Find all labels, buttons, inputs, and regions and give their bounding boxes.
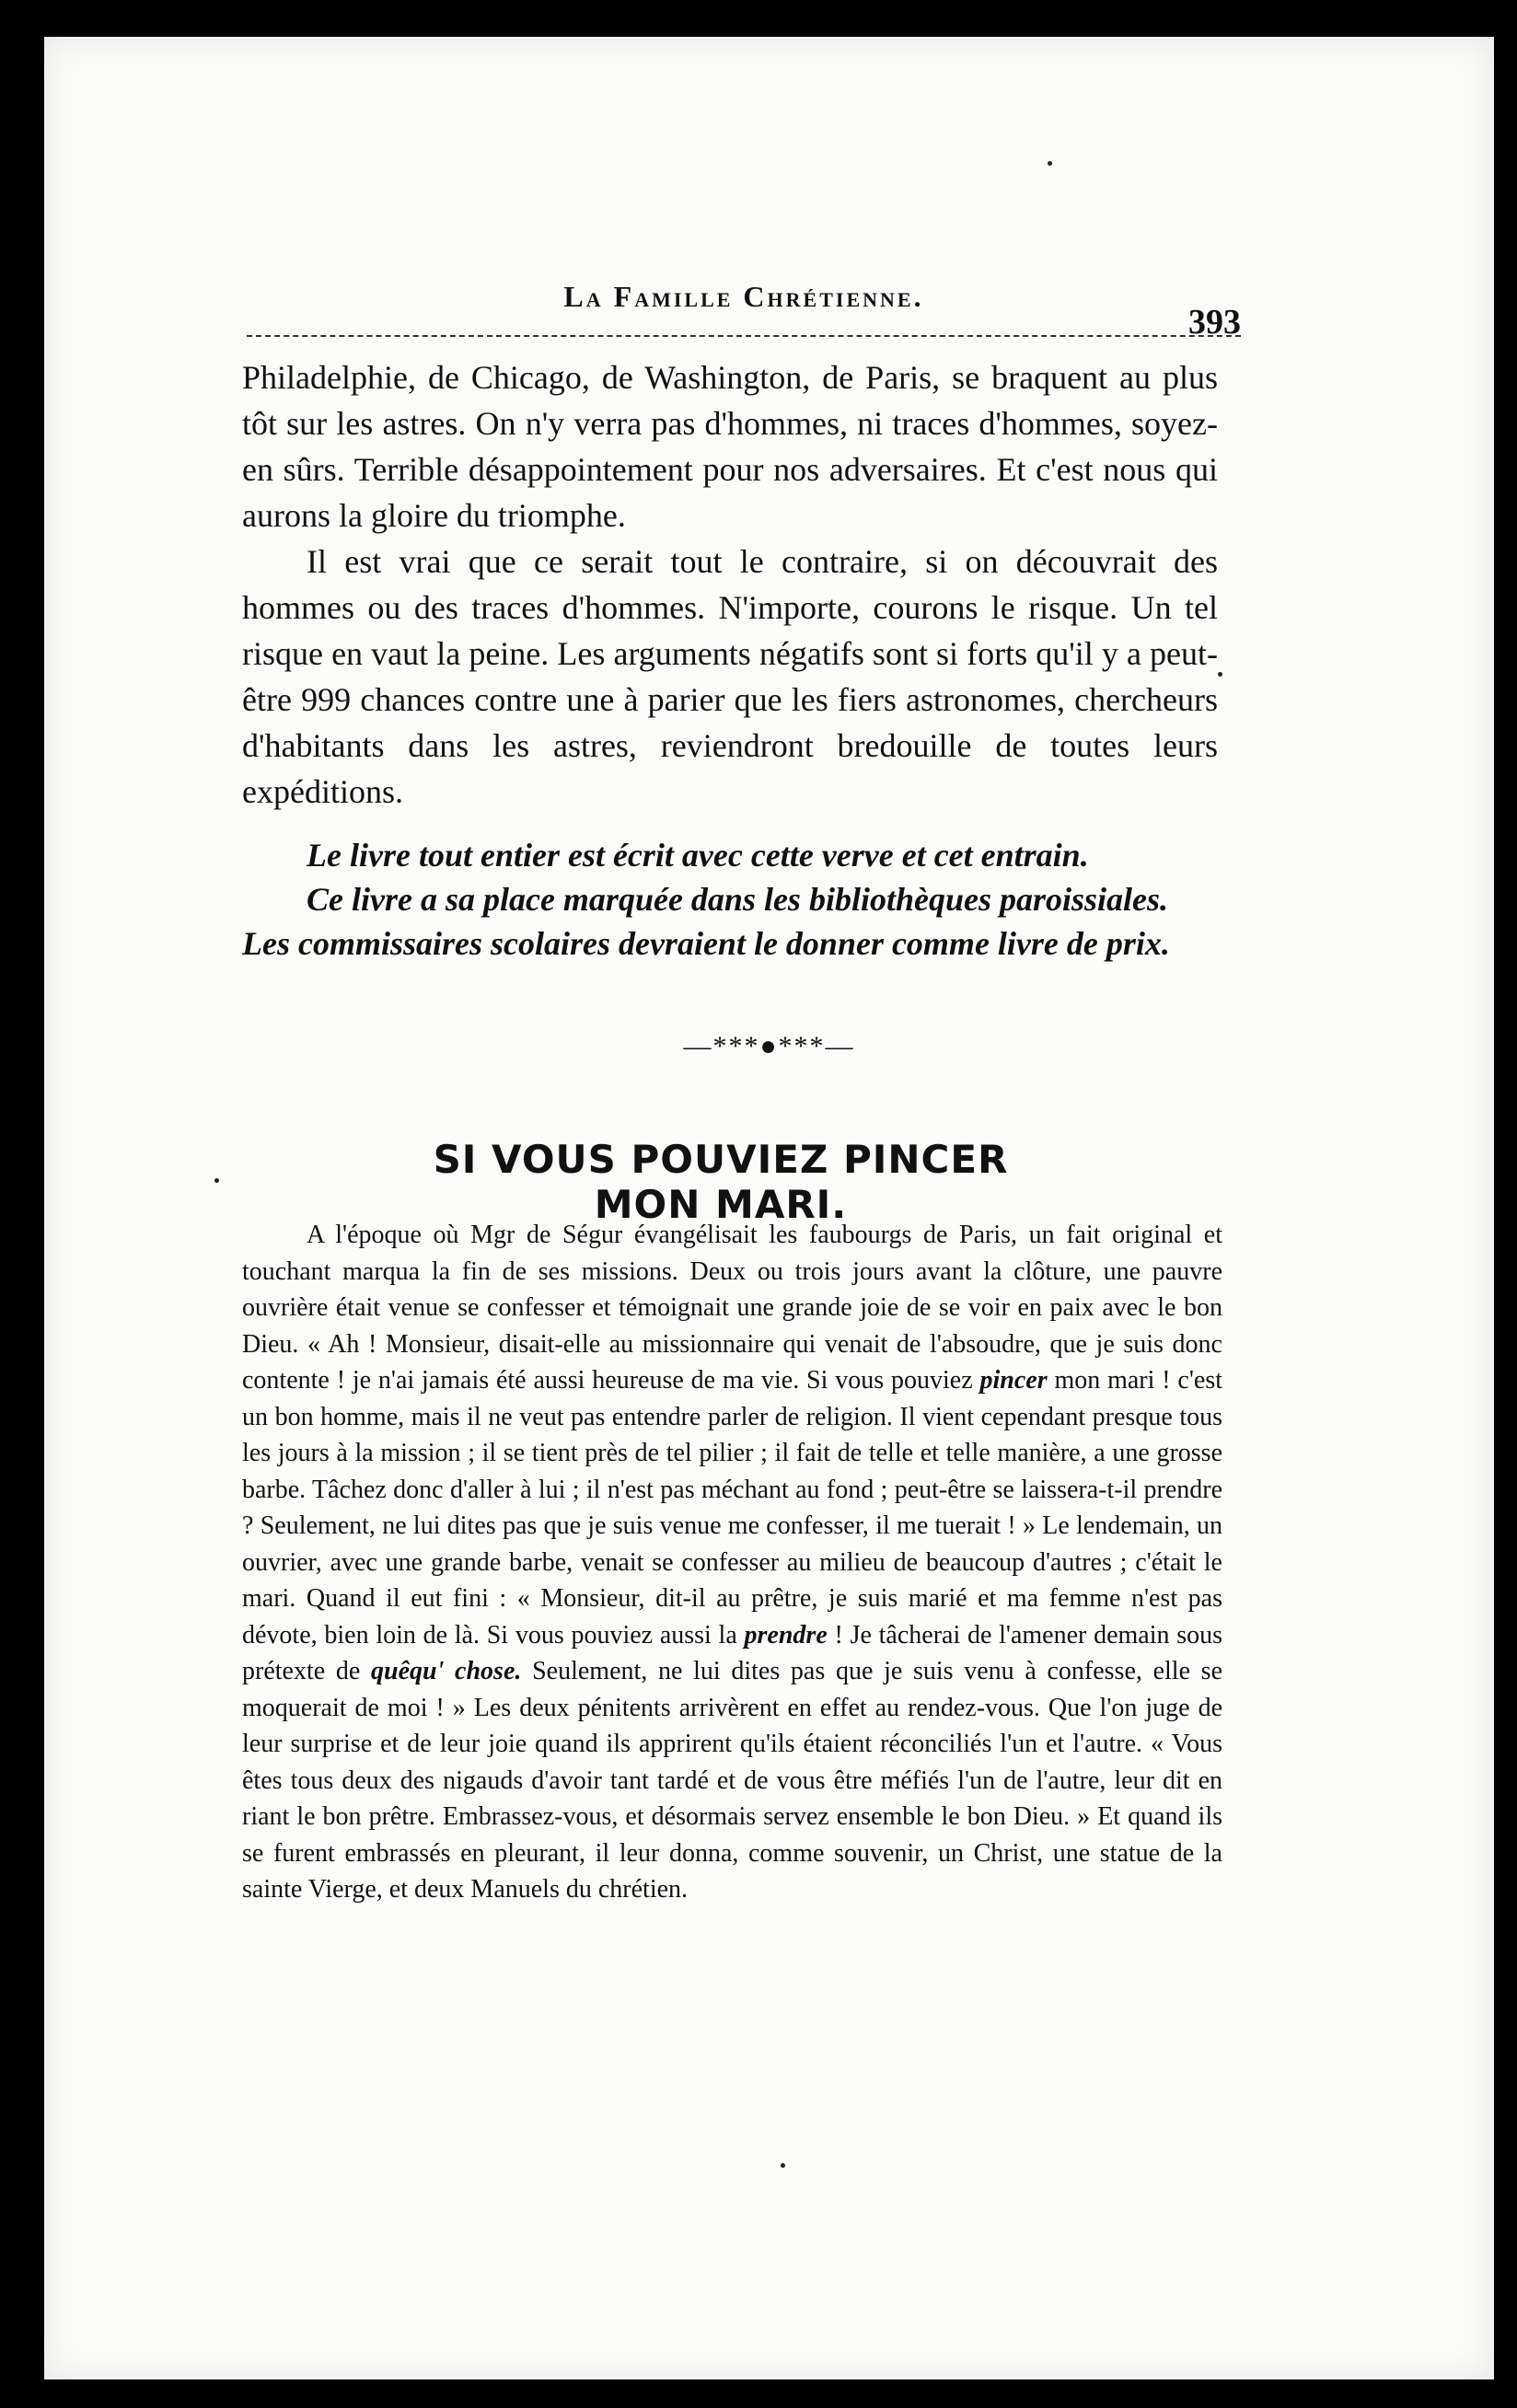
running-title: La Famille Chrétienne. [563,280,924,313]
review-line-3: Les commissaires scolaires devraient le donner comme livre de prix. [242,925,1170,962]
paragraph-1: Philadelphie, de Chicago, de Washington, de Paris, se braquent au plus tôt sur les astres. On n'y verra pas d'hommes, ni traces d'hommes, soyez-en sûrs. Terrible désappointement pour nos adversaires. Et c'est nous qui aurons la gloire du triomphe. [242,359,1218,534]
speck-mark [214,1178,219,1183]
header-rule [247,335,1241,337]
story-emphasis-3: quêqu' chose. [371,1657,522,1685]
ornament-divider: —***●***— [683,1031,855,1061]
review-block [242,833,1218,966]
review-line-1: Le livre tout entier est écrit avec cette verve et cet entrain. [307,837,1089,874]
speck-mark [781,2163,785,2168]
book-page [44,37,1494,2379]
story-text [242,1217,1222,1908]
body-text [242,354,1218,815]
paragraph-2: Il est vrai que ce serait tout le contraire, si on découvrait des hommes ou des traces d'hommes. N'importe, courons le risque. Un tel risque en vaut la peine. Les arguments négatifs sont si forts qu'il y a peut-être 999 chances contre une à parier que les fiers astronomes, chercheurs d'habitants dans les astres, reviendront bredouille de toutes leurs expéditions. [242,543,1218,810]
review-line-2: Ce livre a sa place marquée dans les bibliothèques paroissiales. [307,881,1168,918]
story-text-1: A l'époque où Mgr de Ségur évangélisait les faubourgs de Paris, un fait original et touchant marqua la fin de ses missions. Deux ou trois jours avant la clôture, une pauvre ouvrière était venue se confesser et témoignait une grande joie de se voir en paix avec le bon Dieu. « Ah ! Monsieur, disait-elle au missionnaire qui venait de l'absoudre, que je suis donc contente ! je n'ai jamais été aussi heureuse de ma vie. Si vous pouviez [242,1221,1222,1395]
speck-mark [1048,161,1052,166]
speck-mark [1218,672,1222,677]
story-paragraph [242,1217,1222,1908]
story-emphasis-1: pincer [979,1366,1048,1395]
story-text-2: mon mari ! c'est un bon homme, mais il ne veut pas entendre parler de religion. Il vient cependant presque tous les jours à la mission ; il se tient près de tel pilier ; il fait de telle et telle manière, a une grosse barbe. Tâchez donc d'aller à lui ; il n'est pas méchant au fond ; peut-être se laissera-t-il prendre ? Seulement, ne lui dites pas que je suis venue me confesser, il me tuerait ! » Le lendemain, un ouvrier, avec une grande barbe, venait se confesser au milieu de beaucoup d'autres ; c'était le mari. Quand il eut fini : « Monsieur, dit-il au prêtre, je suis marié et ma femme n'est pas dévote, bien loin de là. Si vous pouviez aussi la [242,1366,1223,1650]
story-text-3: ! Je tâcherai de l'amener demain sous prétexte de [242,1620,1223,1685]
story-text-4: Seulement, ne lui dites pas que je suis venu à confesse, elle se moquerait de moi ! » Les deux pénitents arrivèrent en effet au rendez-vous. Que l'on juge de leur surprise et de leur joie quand ils apprirent qu'ils étaient réconciliés l'un et l'autre. « Vous êtes tous deux des nigauds d'avoir tant tardé et de vous être méfiés l'un de l'autre, leur dit en riant le bon prêtre. Embrassez-vous, et désormais servez ensemble le bon Dieu. » Et quand ils se furent embrassés en pleurant, il leur donna, comme souvenir, un Christ, une statue de la sainte Vierge, et deux Manuels du chrétien. [242,1657,1223,1904]
page-number: 393 [1188,303,1241,342]
page-header [247,258,1241,342]
section-title: SI VOUS POUVIEZ PINCER MON MARI. [433,1137,1009,1227]
story-emphasis-2: prendre [744,1620,828,1650]
